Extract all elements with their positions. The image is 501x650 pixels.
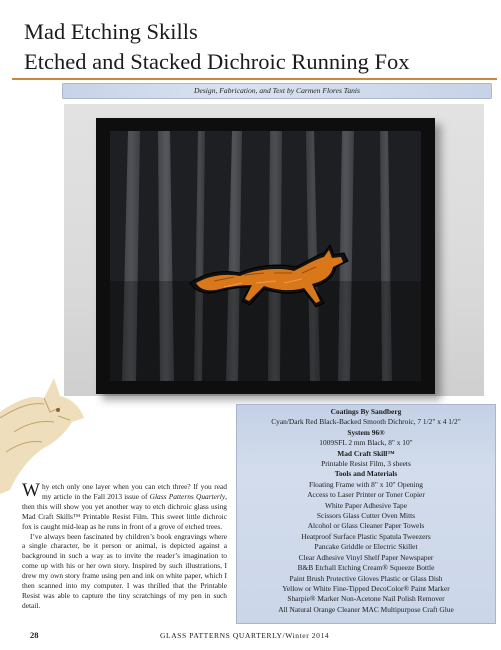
materials-line: Access to Laser Printer or Toner Copier xyxy=(307,490,425,500)
materials-line: Alcohol or Glass Cleaner Paper Towels xyxy=(307,521,425,531)
materials-line: Clear Adhesive Vinyl Shelf Paper Newspaper xyxy=(298,552,434,562)
dichroic-fox xyxy=(184,243,354,315)
materials-line: Paint Brush Protective Gloves Plastic or Glass Dish xyxy=(289,573,443,583)
article-title-line-1: Mad Etching Skills xyxy=(24,19,198,44)
drop-cap: W xyxy=(22,480,40,501)
title-rule xyxy=(12,78,497,80)
materials-line: B&B Etchall Etching Cream® Squeeze Bottle xyxy=(297,563,435,573)
frame-glass-panel xyxy=(110,131,421,381)
magazine-title-reference: Glass Patterns Quarterly xyxy=(149,491,226,501)
materials-list xyxy=(236,407,496,615)
materials-line: Cyan/Dark Red Black-Backed Smooth Dichroic, 7 1/2" x 4 1/2" xyxy=(271,417,461,427)
article-body xyxy=(22,482,227,611)
materials-line: Pancake Griddle or Electric Skillet xyxy=(314,542,418,552)
materials-heading: Tools and Materials xyxy=(334,469,398,479)
magazine-footer: GLASS PATTERNS QUARTERLY/Winter 2014 xyxy=(160,631,330,640)
paragraph-1-text-end: , then this will show you yet another way to etch dichroic glass using Mad Craft Skills™ Printable Resist Film. This sweet little dichroic fox is caught mid-leap as he runs in front of a grove of etched trees. xyxy=(22,491,227,531)
materials-line: All Natural Orange Cleaner MAC Multipurpose Craft Glue xyxy=(278,604,454,614)
paragraph-1-text: hy etch only one layer when you can etch three? If you read my article in the Fall 2013 issue of xyxy=(41,482,227,501)
article-title-line-2: Etched and Stacked Dichroic Running Fox xyxy=(24,49,410,74)
materials-line: Heatproof Surface Plastic Spatula Tweezers xyxy=(301,531,431,541)
paragraph-2: I’ve always been fascinated by children’s book engravings where a single character, be it person or animal, is depicted against a background in such a way as to invite the reader’s imagination to come up with his or her own story. Inspired by such illustrations, I drew my own story frame using pen and ink on white paper, which I then scanned into my computer. I was thrilled that the Printable Resist was able to capture the tiny scratchings of my pen in such detail. xyxy=(22,531,227,610)
byline: Design, Fabrication, and Text by Carmen Flores Tanis xyxy=(193,86,360,95)
materials-heading: Coatings By Sandberg xyxy=(330,407,402,416)
materials-line: Scissors Glass Cutter Oven Mitts xyxy=(316,511,416,521)
page-number: 28 xyxy=(30,630,39,640)
materials-line: 1009SFL 2 mm Black, 8" x 10" xyxy=(319,438,413,448)
materials-heading: Mad Craft Skill™ xyxy=(337,448,395,458)
materials-heading: System 96® xyxy=(347,427,385,437)
floating-frame xyxy=(96,118,435,394)
materials-line: Floating Frame with 8" x 10" Opening xyxy=(308,479,423,489)
paragraph-1 xyxy=(22,482,227,532)
materials-line: Yellow or White Fine-Tipped DecoColor® Paint Marker xyxy=(282,583,450,593)
materials-line: Printable Resist Film, 3 sheets xyxy=(321,459,411,469)
materials-line: Sharpie® Marker Non-Acetone Nail Polish Remover xyxy=(287,594,445,604)
materials-line: White Paper Adhesive Tape xyxy=(324,500,408,510)
